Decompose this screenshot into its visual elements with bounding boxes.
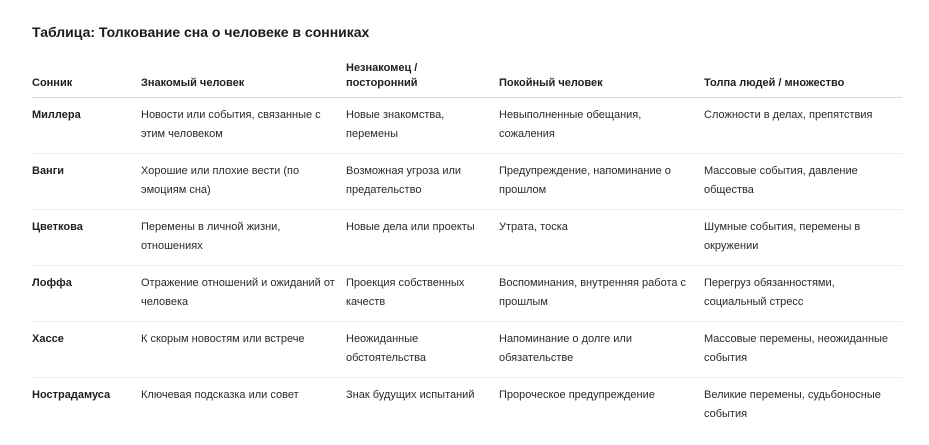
cell-acquaintance: Отражение отношений и ожиданий от человека <box>141 266 346 322</box>
column-header-stranger: Незнакомец / посторонний <box>346 58 499 98</box>
table-row <box>32 322 902 378</box>
cell-deceased: Невыполненные обещания, сожаления <box>499 98 704 154</box>
cell-stranger: Возможная угроза или предательство <box>346 154 499 210</box>
cell-dreambook: Миллера <box>32 98 141 154</box>
cell-deceased: Предупреждение, напоминание о прошлом <box>499 154 704 210</box>
cell-crowd: Перегруз обязанностями, социальный стресс <box>704 266 902 322</box>
column-header-crowd: Толпа людей / множество <box>704 58 902 98</box>
cell-acquaintance: Новости или события, связанные с этим человеком <box>141 98 346 154</box>
cell-crowd: Сложности в делах, препятствия <box>704 98 902 154</box>
cell-deceased: Воспоминания, внутренняя работа с прошлым <box>499 266 704 322</box>
cell-acquaintance: Ключевая подсказка или совет <box>141 389 299 401</box>
cell-stranger: Проекция собственных качеств <box>346 266 499 322</box>
cell-deceased: Напоминание о долге или обязательстве <box>499 322 704 378</box>
table-row <box>32 210 902 266</box>
table-row <box>32 154 902 210</box>
cell-stranger: Новые знакомства, перемены <box>346 98 499 154</box>
cell-crowd: Массовые события, давление общества <box>704 154 902 210</box>
cell-dreambook: Хассе <box>32 322 141 378</box>
cell-dreambook: Нострадамуса <box>32 389 111 401</box>
cell-crowd: Великие перемены, судьбоносные события <box>704 389 881 420</box>
cell-crowd: Массовые перемены, неожиданные события <box>704 322 902 378</box>
column-header-dreambook: Сонник <box>32 58 141 98</box>
cell-deceased: Пророческое предупреждение <box>499 389 655 401</box>
table-row <box>32 266 902 322</box>
dream-interpretation-table <box>32 58 902 433</box>
cell-acquaintance: Хорошие или плохие вести (по эмоциям сна) <box>141 154 346 210</box>
cell-deceased: Утрата, тоска <box>499 210 704 266</box>
cell-acquaintance: К скорым новостям или встрече <box>141 322 346 378</box>
cell-dreambook: Цветкова <box>32 210 141 266</box>
cell-stranger: Знак будущих испытаний <box>346 389 475 401</box>
table-row <box>32 98 902 154</box>
column-header-acquaintance: Знакомый человек <box>141 58 346 98</box>
cell-dreambook: Ванги <box>32 154 141 210</box>
table-row <box>32 378 902 434</box>
cell-stranger: Новые дела или проекты <box>346 210 499 266</box>
table-header-row <box>32 58 902 98</box>
cell-dreambook: Лоффа <box>32 266 141 322</box>
cell-stranger: Неожиданные обстоятельства <box>346 322 499 378</box>
table-title: Таблица: Толкование сна о человеке в сонниках <box>32 24 370 40</box>
cell-acquaintance: Перемены в личной жизни, отношениях <box>141 210 346 266</box>
column-header-deceased: Покойный человек <box>499 58 704 98</box>
cell-crowd: Шумные события, перемены в окружении <box>704 210 902 266</box>
